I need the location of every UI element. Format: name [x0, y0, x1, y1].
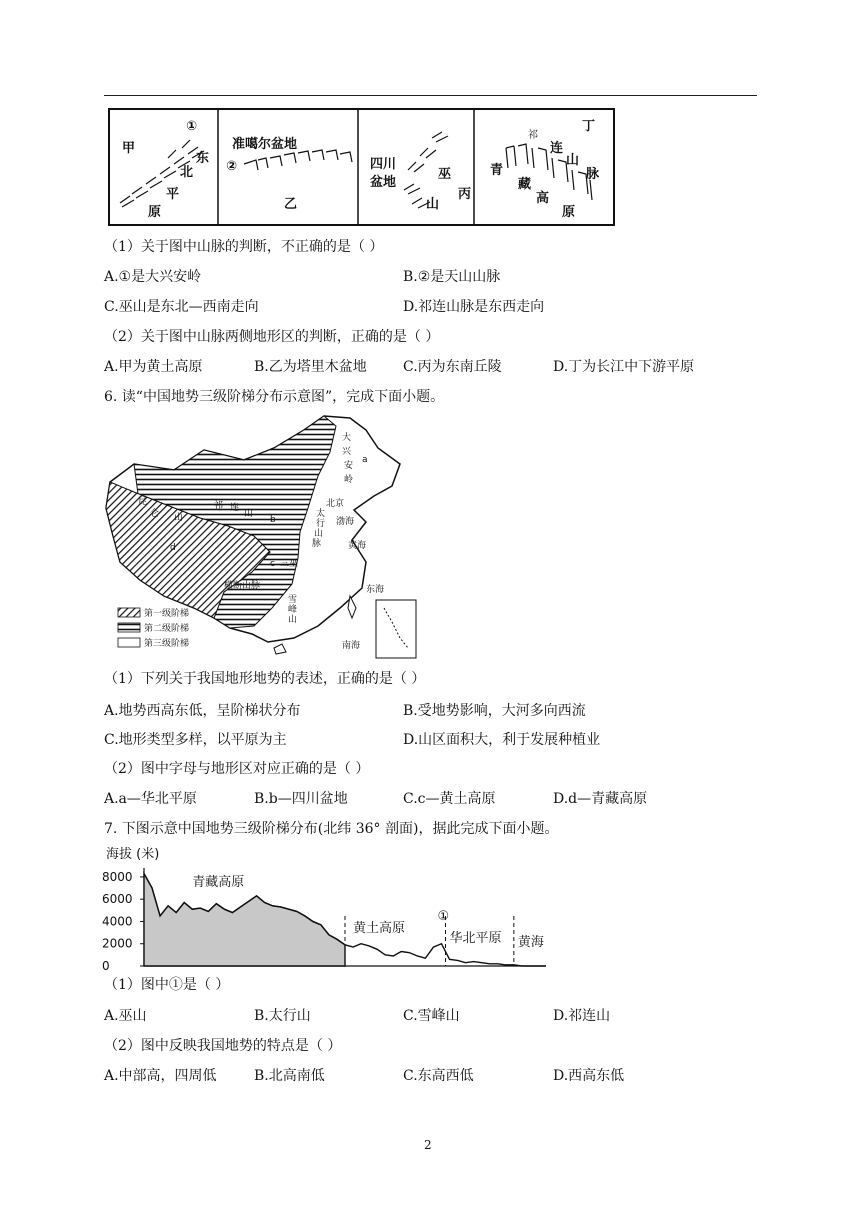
q7-sub2-option-b[interactable]: B.北高南低: [254, 1068, 325, 1084]
map-label-ling: 岭: [344, 475, 354, 485]
label-ding: 丁: [582, 119, 596, 134]
q6-sub1-option-d[interactable]: D.山区面积大，利于发展种植业: [403, 732, 601, 748]
q5-sub2-option-d[interactable]: D.丁为长江中下游平原: [553, 359, 695, 375]
q5-sub1-option-a[interactable]: A.①是大兴安岭: [104, 269, 202, 285]
label-shan: 山: [426, 197, 440, 212]
label-circle1: ①: [186, 119, 198, 134]
q5-sub2: （2）关于图中山脉两侧地形区的判断，正确的是（ ）: [104, 329, 440, 345]
q5-sub2-option-a[interactable]: A.甲为黄土高原: [104, 359, 203, 375]
label-qing: 青: [490, 163, 504, 178]
label-sichuan: 四川: [370, 157, 397, 172]
q6-title: 6. 读“中国地势三级阶梯分布示意图”，完成下面小题。: [104, 389, 445, 405]
legend-third-step: 第三级阶梯: [144, 639, 190, 649]
q7-sub1-option-d[interactable]: D.祁连山: [553, 1008, 611, 1024]
q7-sub1-option-c[interactable]: C.雪峰山: [403, 1008, 460, 1024]
ytick-label: 4000: [102, 914, 133, 929]
label-gao: 高: [536, 191, 550, 206]
map-legend: [118, 607, 189, 649]
profile-area-plateau: [144, 874, 345, 966]
label-yi: 乙: [284, 197, 298, 212]
ytick-label: 2000: [102, 936, 133, 951]
q7-title: 7. 下图示意中国地势三级阶梯分布(北纬 36° 剖面)，据此完成下面小题。: [104, 821, 559, 837]
mountain-figure: [108, 108, 616, 232]
china-terrain-map: [104, 412, 420, 666]
map-label-huanghai: 黄海: [348, 541, 367, 551]
q5-sub2-option-b[interactable]: B.乙为塔里木盆地: [254, 359, 367, 375]
hainan-island: [274, 644, 286, 654]
label-qi: 祁: [528, 130, 538, 141]
q7-sub2: （2）图中反映我国地势的特点是（ ）: [104, 1038, 342, 1054]
mountain-hachure-2: [244, 150, 352, 170]
label-circle2: ②: [226, 159, 238, 174]
q5-sub1-option-b[interactable]: B.②是天山山脉: [403, 269, 501, 285]
profile-ylabel: 海拔 (米): [106, 847, 160, 862]
q6-sub1-option-b[interactable]: B.受地势影响，大河多向西流: [403, 703, 586, 719]
map-label-an: 安: [344, 461, 354, 471]
label-bei: 北: [180, 165, 194, 180]
q7-sub2-option-d[interactable]: D.西高东低: [553, 1068, 625, 1084]
map-label-b: b: [270, 515, 276, 525]
q5-sub1: （1）关于图中山脉的判断，不正确的是（ ）: [104, 239, 384, 255]
q7-sub1-option-a[interactable]: A.巫山: [104, 1008, 147, 1024]
ytick-label: 8000: [102, 869, 133, 884]
q7-sub2-option-c[interactable]: C.东高西低: [403, 1068, 474, 1084]
map-label-tai: 太: [316, 509, 326, 519]
page-number: 2: [424, 1138, 432, 1152]
label-yuan4: 原: [562, 205, 576, 220]
terrain-profile-chart: [100, 842, 548, 976]
label-mai: 脉: [586, 167, 600, 182]
map-label-bohai: 渤海: [336, 517, 355, 527]
q5-sub1-option-c[interactable]: C.巫山是东北—西南走向: [104, 299, 259, 315]
label-ping: 平: [166, 187, 180, 202]
ytick-label: 6000: [102, 892, 133, 907]
map-label-shan3: 山: [244, 509, 254, 519]
map-label-sanwu: 三巫: [280, 559, 299, 569]
region-label-north-china-plain: 华北平原: [449, 931, 502, 946]
q5-sub2-option-c[interactable]: C.丙为东南丘陵: [403, 359, 502, 375]
map-label-shan4: 山: [288, 615, 298, 625]
label-yuan: 原: [148, 205, 162, 220]
map-label-shan1: 山: [314, 529, 324, 539]
mountain-figure-svg: [108, 108, 616, 228]
map-label-xue: 雪: [288, 595, 298, 605]
label-pendi: 盆地: [370, 175, 397, 190]
q6-sub1: （1）下列关于我国地形地势的表述，正确的是（ ）: [104, 671, 426, 687]
map-label-mai1: 脉: [312, 539, 322, 549]
legend-second-step: 第二级阶梯: [144, 624, 190, 634]
header-rule: [104, 95, 757, 96]
map-label-nanhai: 南海: [342, 641, 361, 651]
taiwan-island: [348, 596, 356, 618]
map-label-d: d: [170, 543, 176, 553]
terrain-profile-svg: [100, 842, 548, 972]
q6-sub2-option-c[interactable]: C.c—黄土高原: [403, 791, 496, 807]
map-label-feng: 峰: [288, 605, 298, 615]
q5-sub1-option-d[interactable]: D.祁连山脉是东西走向: [403, 299, 545, 315]
map-label-kun: 昆: [138, 497, 148, 507]
label-bing: 丙: [458, 187, 472, 202]
q6-sub2-option-b[interactable]: B.b—四川盆地: [254, 791, 348, 807]
region-label-loess: 黄土高原: [353, 921, 406, 936]
q7-sub1-option-b[interactable]: B.太行山: [254, 1008, 311, 1024]
map-label-qi: 祁: [214, 501, 224, 511]
map-label-lun: 仑: [150, 509, 160, 519]
label-jia: 甲: [122, 141, 136, 156]
label-lian: 连: [550, 141, 564, 156]
region-label-circle1: ①: [437, 909, 450, 924]
ytick-label: 0: [102, 959, 110, 972]
region-label-qinghai-tibet: 青藏高原: [192, 875, 245, 890]
map-label-c: c: [270, 559, 275, 569]
q6-sub2-option-d[interactable]: D.d—青藏高原: [553, 791, 648, 807]
china-terrain-map-svg: [104, 412, 420, 662]
map-label-lian: 连: [230, 503, 240, 513]
map-label-xing: 兴: [342, 447, 352, 457]
map-label-shan2: 山: [174, 513, 184, 523]
map-label-hengduan: 横断山脉: [224, 581, 261, 591]
map-label-beijing: 北京: [326, 499, 345, 509]
label-junggar: 准噶尔盆地: [232, 137, 298, 152]
q7-sub1: （1）图中①是（ ）: [104, 977, 230, 993]
map-label-donghai: 东海: [366, 585, 385, 595]
region-label-yellow-sea: 黄海: [517, 935, 544, 950]
legend-first-step: 第一级阶梯: [144, 609, 190, 619]
q6-sub1-option-a[interactable]: A.地势西高东低，呈阶梯状分布: [104, 703, 301, 719]
map-label-hang: 行: [316, 519, 326, 529]
label-shan4: 山: [566, 153, 580, 168]
q6-sub1-option-c[interactable]: C.地形类型多样，以平原为主: [104, 732, 287, 748]
q6-sub2-option-a[interactable]: A.a—华北平原: [104, 791, 197, 807]
map-label-a: a: [362, 455, 368, 465]
label-wu: 巫: [438, 167, 452, 182]
q6-sub2: （2）图中字母与地形区对应正确的是（ ）: [104, 761, 370, 777]
map-label-da: 大: [342, 433, 352, 443]
label-zang: 藏: [518, 177, 532, 192]
q7-sub2-option-a[interactable]: A.中部高，四周低: [104, 1068, 217, 1084]
label-dong: 东: [196, 151, 210, 166]
